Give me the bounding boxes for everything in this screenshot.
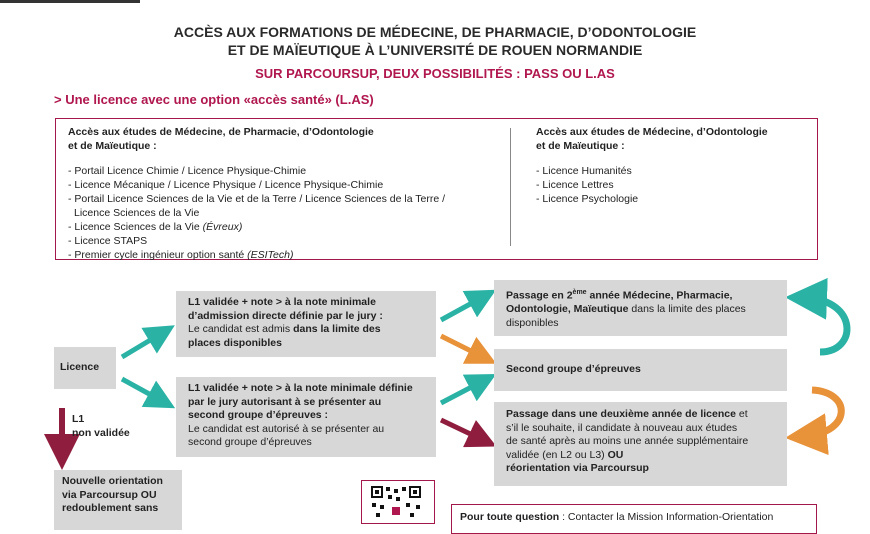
box-text: second groupe d’épreuves : <box>188 409 329 421</box>
box-text <box>506 303 775 317</box>
box-text-part: Le candidat est admis <box>188 323 294 335</box>
list-item-italic: (Évreux) <box>202 221 243 233</box>
list-item: - Licence STAPS <box>68 235 148 247</box>
box-text-part: validée (en L2 ou L3) <box>506 448 608 461</box>
loop-arrow-orange <box>806 390 841 436</box>
list-item: - Portail Licence Sciences de la Vie et de la Terre / Licence Sciences de la Terre / <box>68 193 446 205</box>
loop-arrow-teal <box>806 298 847 352</box>
box-text-part: Passage en 2 <box>506 289 573 302</box>
list-item: - Portail Licence Chimie / Licence Physique-Chimie <box>68 165 307 177</box>
list-item-text: - Premier cycle ingénieur option santé <box>68 249 248 261</box>
box-text: par le jury autorisant à se présenter au <box>188 395 382 408</box>
section-title: > Une licence avec une option «accès santé» (L.AS) <box>54 92 374 107</box>
l1-admission-directe-box <box>176 291 436 357</box>
footer-bold: Pour toute question <box>460 511 560 523</box>
licence-box <box>54 347 116 389</box>
right-head-2: et de Maïeutique : <box>536 140 625 152</box>
arrow-bottom-to-deux <box>441 420 483 440</box>
left-head-2: et de Maïeutique : <box>68 140 157 152</box>
list-item: Licence Sciences de la Vie <box>74 207 200 219</box>
qr-code[interactable] <box>361 480 435 524</box>
contact-footer <box>451 504 817 534</box>
box-text: Nouvelle orientation <box>62 475 163 487</box>
nouvelle-orientation-box <box>54 470 182 530</box>
passage-2eme-annee-box <box>494 280 787 336</box>
licence-label: Licence <box>60 361 100 373</box>
arrow-licence-to-bottom <box>122 379 162 401</box>
box-text: second groupe d’épreuves <box>188 436 312 448</box>
box-text <box>506 408 775 422</box>
box-text-sup: ème <box>572 289 587 296</box>
box-text-part: et <box>735 408 748 420</box>
box-text: disponibles <box>506 316 559 329</box>
qr-code-icon <box>366 485 430 519</box>
box-text: redoublement sans <box>62 502 159 514</box>
page-title-line1: ACCÈS AUX FORMATIONS DE MÉDECINE, DE PHARMACIE, D’ODONTOLOGIE <box>173 24 697 40</box>
deuxieme-annee-licence-box <box>494 402 787 486</box>
l1-label: L1 <box>72 413 85 425</box>
box-text: L1 validée + note > à la note minimale <box>188 296 376 308</box>
right-head-1: Accès aux études de Médecine, d’Odontologie <box>536 126 768 138</box>
box-text-part: année Médecine, Pharmacie, <box>586 289 733 302</box>
footer-text: : Contacter la Mission Information-Orientation <box>559 511 774 523</box>
arrow-licence-to-top <box>122 333 162 357</box>
box-text <box>188 323 424 337</box>
box-text: places disponibles <box>188 336 282 349</box>
list-item: - Licence Lettres <box>536 179 614 191</box>
l1-second-groupe-box <box>176 377 436 457</box>
arrow-top-to-passage <box>441 297 483 320</box>
box-text <box>506 449 775 463</box>
list-item-italic: (ESITech) <box>247 249 294 261</box>
box-text: de santé après au moins une année supplémentaire <box>506 435 749 447</box>
page-subtitle: SUR PARCOURSUP, DEUX POSSIBILITÉS : PASS OU L.AS <box>255 66 615 81</box>
arrow-bottom-to-second <box>441 381 483 403</box>
list-item: - Licence Humanités <box>536 165 632 177</box>
list-item: - Licence Psychologie <box>536 193 639 205</box>
box-text-part: dans la limite des places <box>628 303 746 315</box>
box-text: Second groupe d’épreuves <box>506 363 641 375</box>
list-item: - Licence Mécanique / Licence Physique / Licence Physique-Chimie <box>68 179 384 191</box>
box-text: s’il le souhaite, il candidate à nouveau aux études <box>506 421 738 434</box>
left-head-1: Accès aux études de Médecine, de Pharmacie, d’Odontologie <box>68 126 374 138</box>
box-text-part: OU <box>607 448 624 461</box>
box-text-part: dans la limite des <box>293 323 381 335</box>
box-text: via Parcoursup OU <box>62 488 157 501</box>
list-item-text: - Licence Sciences de la Vie <box>68 221 203 233</box>
box-text: L1 validée + note > à la note minimale définie <box>188 382 413 394</box>
l1-non-validee <box>72 412 130 440</box>
page-title-line2: ET DE MAÏEUTIQUE À L’UNIVERSITÉ DE ROUEN NORMANDIE <box>227 42 643 58</box>
box-text <box>506 286 775 303</box>
box-text: d’admission directe définie par le jury : <box>188 309 383 322</box>
box-text-part: Odontologie, Maïeutique <box>506 303 629 315</box>
box-text: réorientation via Parcoursup <box>506 462 649 474</box>
arrow-top-to-second <box>441 336 483 357</box>
non-validee-label: non validée <box>72 427 130 439</box>
box-text: Le candidat est autorisé à se présenter au <box>188 422 385 435</box>
second-groupe-box <box>494 349 787 391</box>
box-text-part: Passage dans une deuxième année de licence <box>506 408 736 420</box>
